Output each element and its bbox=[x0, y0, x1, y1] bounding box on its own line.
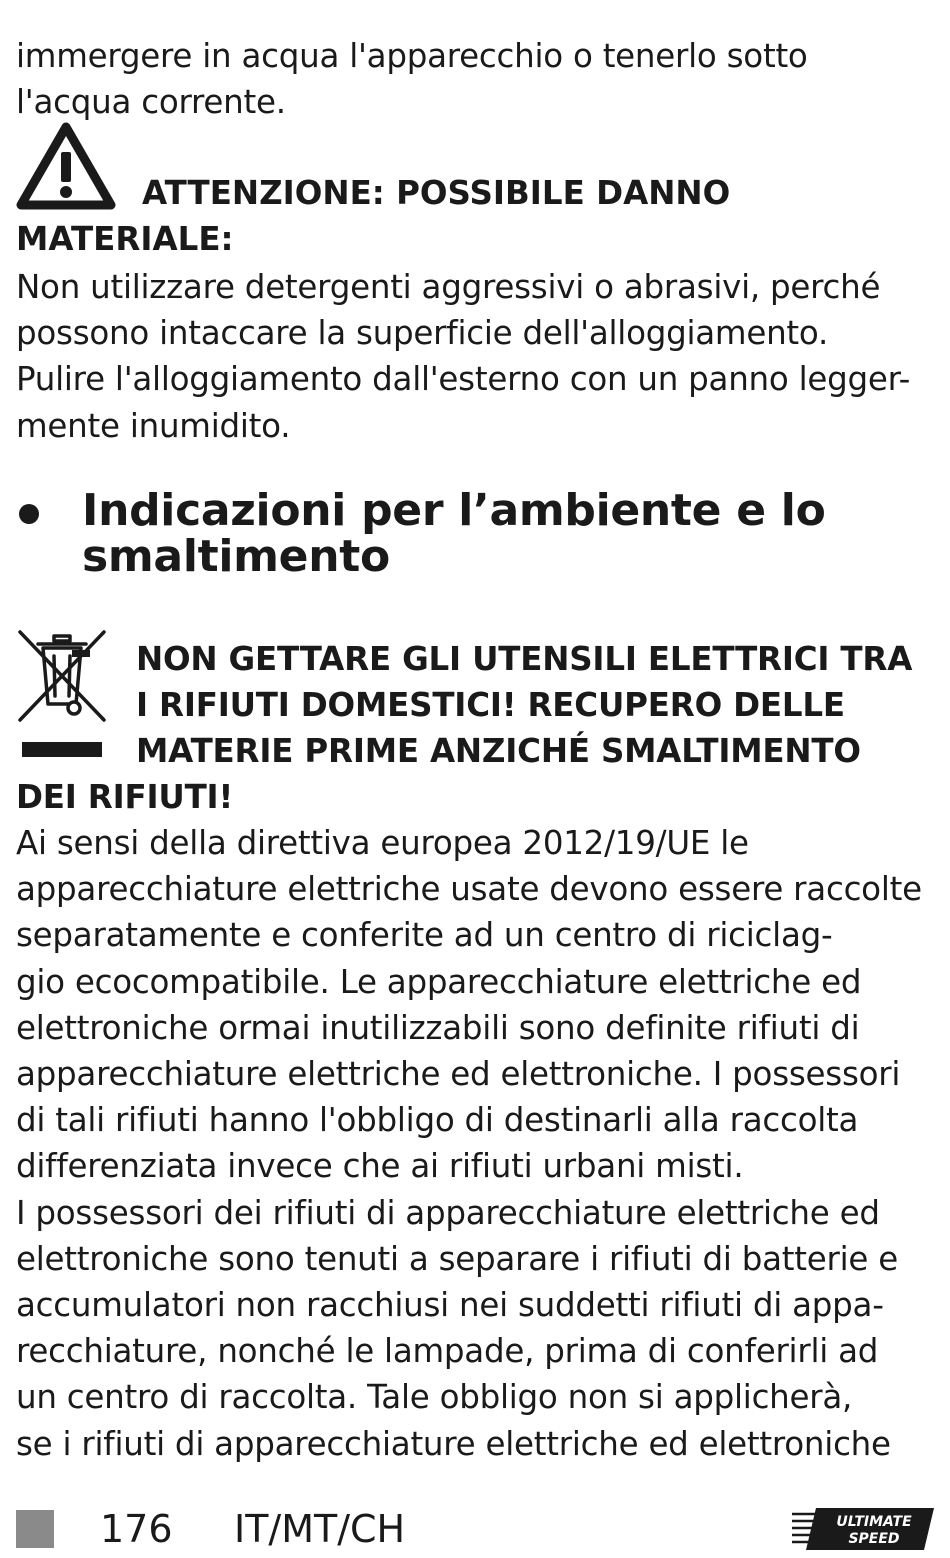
footer-square-marker bbox=[16, 1510, 54, 1548]
logo-line-1: ULTIMATE bbox=[836, 1514, 912, 1530]
page-number: 176 bbox=[100, 1507, 173, 1551]
weee-body bbox=[16, 820, 922, 1467]
intro-paragraph bbox=[16, 33, 808, 125]
weee-heading-line: NON GETTARE GLI UTENSILI ELETTRICI TRA bbox=[136, 640, 913, 678]
warning-heading-line: MATERIALE: bbox=[16, 220, 234, 258]
weee-body-line: apparecchiature elettriche usate devono essere raccolte bbox=[16, 870, 922, 909]
weee-heading-line: I RIFIUTI DOMESTICI! RECUPERO DELLE bbox=[136, 686, 845, 724]
brand-logo bbox=[790, 1504, 936, 1554]
warning-body-line: Pulire l'alloggiamento dall'esterno con un panno legger- bbox=[16, 360, 911, 399]
warning-body-line: Non utilizzare detergenti aggressivi o abrasivi, perché bbox=[16, 268, 881, 306]
bullet-icon bbox=[19, 504, 39, 524]
warning-body bbox=[16, 264, 910, 449]
logo-line-2: SPEED bbox=[848, 1531, 900, 1547]
section-heading-line: Indicazioni per l’ambiente e lo bbox=[82, 485, 826, 536]
weee-body-line: differenziata invece che ai rifiuti urbani misti. bbox=[16, 1147, 744, 1186]
weee-body-line: gio ecocompatibile. Le apparecchiature elettriche ed bbox=[16, 962, 862, 1001]
warning-heading bbox=[16, 170, 730, 262]
weee-body-line: di tali rifiuti hanno l'obbligo di destinarli alla raccolta bbox=[16, 1101, 859, 1140]
weee-body-line: separatamente e conferite ad un centro di riciclag- bbox=[16, 916, 833, 955]
intro-line: l'acqua corrente. bbox=[16, 83, 286, 122]
weee-body-line: I possessori dei rifiuti di apparecchiature elettriche ed bbox=[16, 1193, 880, 1232]
warning-heading-line: ATTENZIONE: POSSIBILE DANNO bbox=[142, 174, 731, 212]
weee-heading-line: MATERIE PRIME ANZICHÉ SMALTIMENTO bbox=[136, 732, 861, 770]
weee-heading-line: DEI RIFIUTI! bbox=[16, 778, 234, 816]
weee-body-line: accumulatori non racchiusi nei suddetti rifiuti di appa- bbox=[16, 1286, 884, 1325]
weee-body-line: Ai sensi della direttiva europea 2012/19/UE le bbox=[16, 824, 749, 862]
weee-body-line: se i rifiuti di apparecchiature elettriche ed elettroniche bbox=[16, 1424, 891, 1463]
language-codes: IT/MT/CH bbox=[234, 1507, 406, 1551]
weee-body-line: elettroniche sono tenuti a separare i rifiuti di batterie e bbox=[16, 1239, 898, 1278]
warning-body-line: mente inumidito. bbox=[16, 406, 291, 445]
warning-body-line: possono intaccare la superficie dell'alloggiamento. bbox=[16, 314, 829, 353]
weee-body-line: recchiature, nonché le lampade, prima di conferirli ad bbox=[16, 1332, 879, 1371]
weee-body-line: elettroniche ormai inutilizzabili sono definite rifiuti di bbox=[16, 1008, 860, 1047]
intro-line: immergere in acqua l'apparecchio o tenerlo sotto bbox=[16, 37, 808, 75]
section-heading-line: smaltimento bbox=[82, 531, 390, 582]
page-footer bbox=[16, 1504, 936, 1558]
weee-heading bbox=[16, 636, 912, 820]
weee-body-line: un centro di raccolta. Tale obbligo non si applicherà, bbox=[16, 1378, 853, 1417]
weee-body-line: apparecchiature elettriche ed elettroniche. I possessori bbox=[16, 1055, 901, 1094]
